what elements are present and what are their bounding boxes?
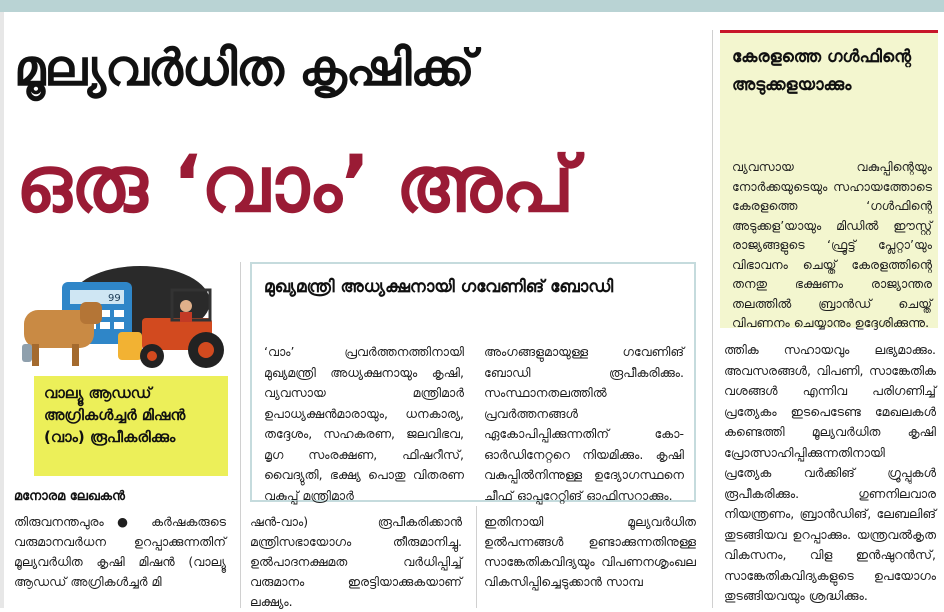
calculator-display: 99 bbox=[108, 293, 121, 304]
byline: മനോരമ ലേഖകൻ bbox=[14, 489, 125, 504]
column-rule bbox=[240, 262, 241, 608]
sidebar-body: വ്യവസായ വകുപ്പിന്റെയും നോർക്കയുടെയും സഹായത്തോടെ കേരളത്തെ ‘ഗൾഫിന്റെ അടുക്കള’യായും മിഡിൽ ഈസ്റ്റ് രാജ്യങ്ങളുടെ ‘ഫ്രൂട്ട് പ്ലേറ്റാ’യും വിഭാവനം ചെയ്ത് കേരളത്തിന്റെ തനതു ഭക്ഷണം രാജ്യാന്തര തലത്തിൽ ബ്രാൻഡ് ചെയ്ത് വിപണനം ചെയ്യാനും ഉദ്ദേശിക്കുന്നു. bbox=[732, 159, 932, 330]
highlight-text: വാല്യൂ ആഡഡ് അഗ്രികൾച്ചർ മിഷൻ (വാം) രൂപീകരിക്കും bbox=[44, 384, 186, 446]
top-strip bbox=[0, 0, 944, 12]
column-rule bbox=[476, 506, 477, 608]
body-column-right: ത്തിക സഹായവും ലഭ്യമാക്കും. അവസരങ്ങൾ, വിപണി, സാങ്കേതിക വശങ്ങൾ എന്നിവ പരിഗണിച്ച് പ്രത്യേകം ഇടപെടേണ്ട മേഖലകൾ കണ്ടെത്തി മൂല്യവർധിത കൃഷി പ്രോത്സാഹിപ്പിക്കുന്നതിനായി പ്രത്യേക വർക്കിങ് ഗ്രൂപ്പുകൾ രൂപീകരിക്കും. ഗുണനിലവാര നിയന്ത്രണം, ബ്രാൻഡിങ്, ലേബലിങ് തുടങ്ങിയവ ഉറപ്പാക്കും. യന്ത്രവൽകൃത വികസനം, വിള ഇൻഷുറൻസ്, സാങ്കേതികവിദ്യകളുടെ ഉപയോഗം തുടങ്ങിയവയും ശ്രദ്ധിക്കും. bbox=[724, 342, 936, 603]
body-column-2: ഷൻ-വാം) രൂപീകരിക്കാൻ മന്ത്രിസഭായോഗം തീരുമാനിച്ചു. ഉൽപാദനക്ഷമത വർധിപ്പിച്ച് വരുമാനം ഇരട്ടിയാക്കുകയാണ് ലക്ഷ്യം. bbox=[250, 514, 462, 609]
sidebar-box bbox=[720, 30, 938, 328]
boxed-article bbox=[250, 262, 696, 502]
body-column-1: തിരുവനന്തപുരം ● കർഷകരുടെ വരുമാനവർധന ഉറപ്പാക്കുന്നതിന് മൂല്യവർധിത കൃഷി മിഷൻ (വാല്യൂ ആഡഡ് അഗ്രികൾച്ചർ മി bbox=[14, 514, 226, 589]
headline-line-2: ഒരു ‘വാം’ അപ് bbox=[16, 140, 574, 230]
headline-line-1: മൂല്യവർധിത കൃഷിക്ക് bbox=[14, 39, 474, 97]
sidebar-title: കേരളത്തെ ഗൾഫിന്റെ അടുക്കളയാക്കും bbox=[732, 47, 911, 95]
boxed-article-col-left: ‘വാം’ പ്രവർത്തനത്തിനായി മുഖ്യമന്ത്രി അധ്യക്ഷനായും കൃഷി, വ്യവസായ മന്ത്രിമാർ ഉപാധ്യക്ഷൻമാരായും, ധനകാര്യ, തദ്ദേശം, സഹകരണ, ജലവിഭവ, മൃഗ സംരക്ഷണ, ഫിഷറീസ്, വൈദ്യുതി, ഭക്ഷ്യ പൊതു വിതരണ വകുപ്പ് മന്ത്രിമാർ bbox=[264, 344, 464, 503]
highlight-box bbox=[34, 376, 228, 476]
body-column-3: ഇതിനായി മൂല്യവർധിത ഉൽപന്നങ്ങൾ ഉണ്ടാക്കുന്നതിനുള്ള സാങ്കേതികവിദ്യയും വിപണനശൃംഖല വികസിപ്പിച്ചെടുക്കാൻ സാമ്പ bbox=[484, 514, 696, 589]
agriculture-illustration bbox=[20, 262, 230, 374]
boxed-article-title: മുഖ്യമന്ത്രി അധ്യക്ഷനായി ഗവേണിങ് ബോഡി bbox=[264, 277, 614, 297]
boxed-article-col-right: അംഗങ്ങളുമായുള്ള ഗവേണിങ് ബോഡി രൂപീകരിക്കും. സംസ്ഥാനതലത്തിൽ പ്രവർത്തനങ്ങൾ ഏകോപിപ്പിക്കുന്നതിന് കോ-ഓർഡിനേറ്ററെ നിയമിക്കും. കൃഷി വകുപ്പിൽനിന്നുള്ള ഉദ്യോഗസ്ഥനെ ചീഫ് ഓപ്പറേറ്റിങ് ഓഫിസറാക്കും. bbox=[484, 344, 684, 503]
column-rule bbox=[712, 30, 713, 608]
page-edge bbox=[0, 12, 4, 608]
